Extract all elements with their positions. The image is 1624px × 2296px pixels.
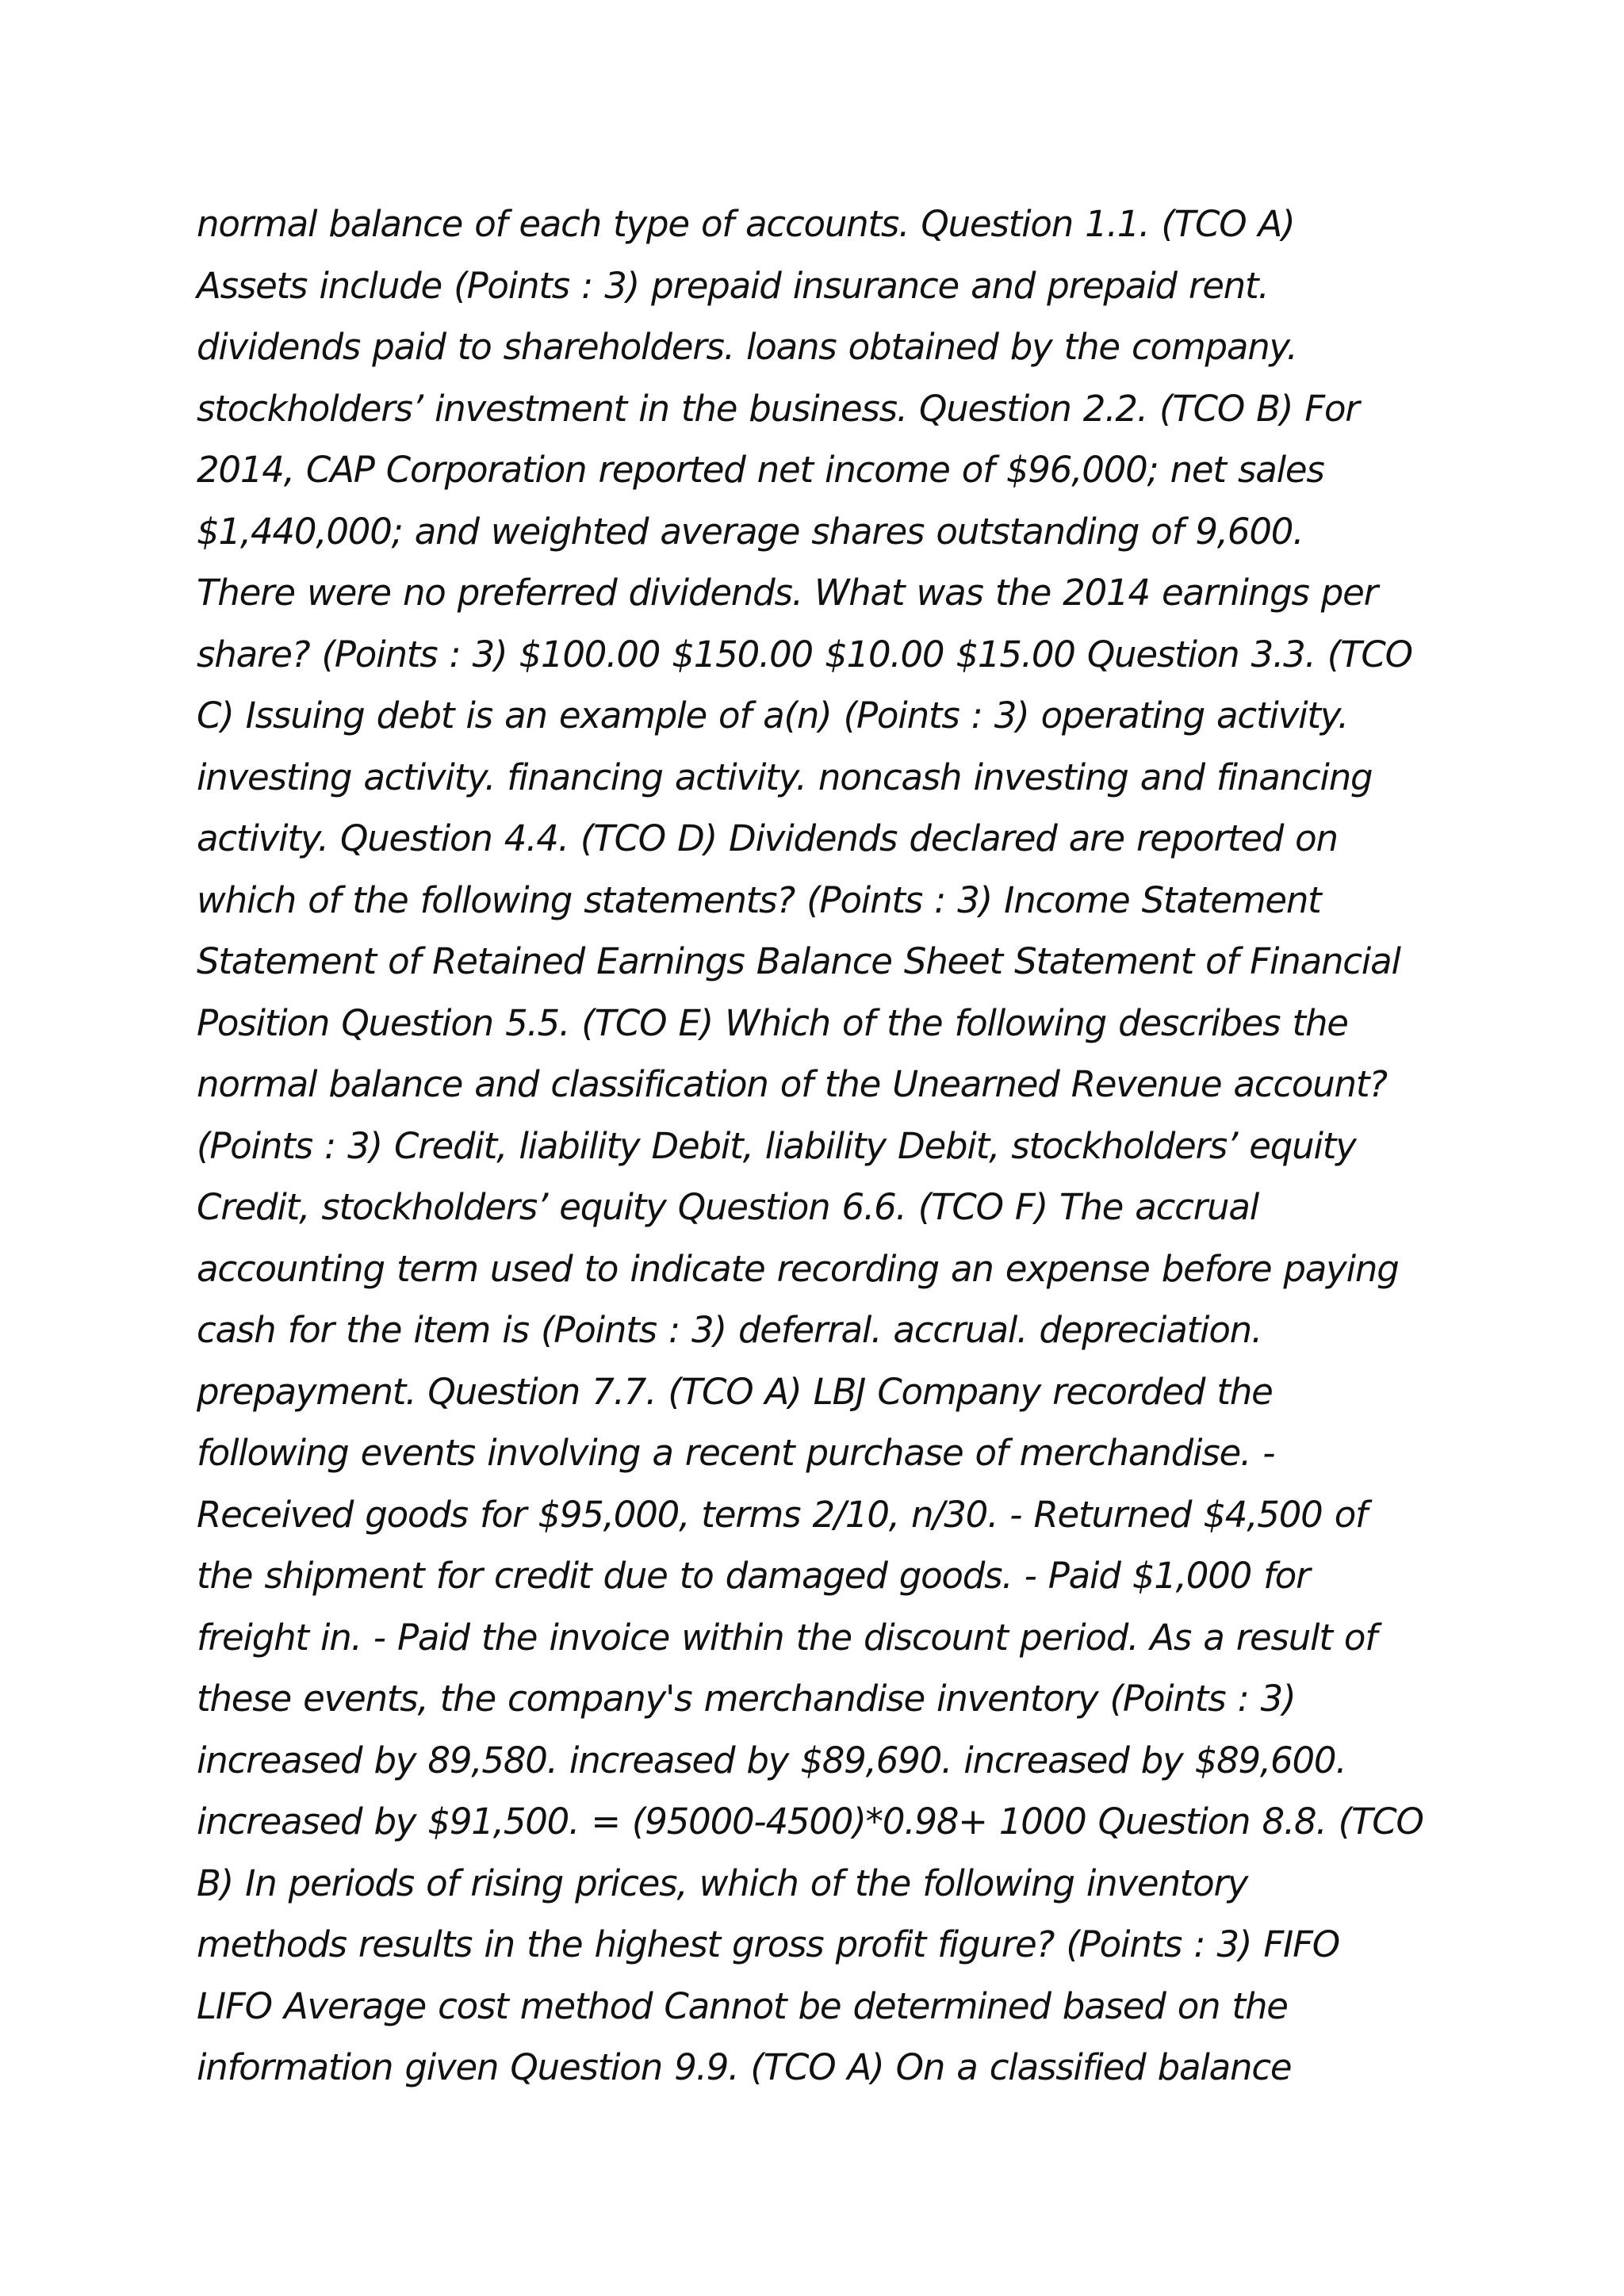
text-line: normal balance and classification of the Unearned Revenue account? [197, 1063, 1387, 1105]
text-line: Received goods for $95,000, terms 2/10, n/30. - Returned $4,500 of [197, 1493, 1367, 1536]
text-line: these events, the company's merchandise inventory (Points : 3) [197, 1678, 1296, 1720]
text-line: cash for the item is (Points : 3) deferral. accrual. depreciation. [197, 1309, 1262, 1351]
text-line: Assets include (Points : 3) prepaid insurance and prepaid rent. [197, 264, 1269, 307]
text-line: information given Question 9.9. (TCO A) On a classified balance [197, 2046, 1292, 2088]
text-line: $1,440,000; and weighted average shares outstanding of 9,600. [197, 510, 1304, 553]
text-line: LIFO Average cost method Cannot be determined based on the [197, 1984, 1288, 2027]
text-line: stockholders’ investment in the business. Question 2.2. (TCO B) For [197, 387, 1359, 430]
text-line: investing activity. financing activity. noncash investing and financing [197, 756, 1373, 798]
text-line: accounting term used to indicate recording an expense before paying [197, 1247, 1399, 1290]
text-line: increased by 89,580. increased by $89,690. increased by $89,600. [197, 1739, 1346, 1781]
text-line: There were no preferred dividends. What was the 2014 earnings per [197, 572, 1377, 614]
text-line: B) In periods of rising prices, which of the following inventory [197, 1862, 1248, 1904]
text-line: C) Issuing debt is an example of a(n) (Points : 3) operating activity. [197, 695, 1348, 737]
text-line: following events involving a recent purchase of merchandise. - [197, 1432, 1275, 1474]
text-line: which of the following statements? (Points : 3) Income Statement [197, 878, 1321, 921]
text-line: share? (Points : 3) $100.00 $150.00 $10.00 $15.00 Question 3.3. (TCO [197, 633, 1412, 675]
text-line: freight in. - Paid the invoice within the discount period. As a result of [197, 1616, 1377, 1659]
text-line: methods results in the highest gross profit figure? (Points : 3) FIFO [197, 1923, 1339, 1965]
body-text [197, 193, 1465, 2099]
text-line: 2014, CAP Corporation reported net income of $96,000; net sales [197, 449, 1324, 491]
text-line: the shipment for credit due to damaged goods. - Paid $1,000 for [197, 1555, 1310, 1597]
text-line: Credit, stockholders’ equity Question 6.6. (TCO F) The accrual [197, 1186, 1258, 1228]
text-line: Position Question 5.5. (TCO E) Which of the following describes the [197, 1001, 1348, 1044]
text-line: prepayment. Question 7.7. (TCO A) LBJ Company recorded the [197, 1370, 1273, 1413]
text-line: dividends paid to shareholders. loans obtained by the company. [197, 326, 1297, 368]
text-line: normal balance of each type of accounts. Question 1.1. (TCO A) [197, 203, 1295, 245]
text-line: (Points : 3) Credit, liability Debit, liability Debit, stockholders’ equity [197, 1124, 1356, 1167]
text-line: increased by $91,500. = (95000-4500)*0.98+ 1000 Question 8.8. (TCO [197, 1800, 1423, 1843]
text-line: Statement of Retained Earnings Balance Sheet Statement of Financial [197, 940, 1400, 982]
text-line: activity. Question 4.4. (TCO D) Dividends declared are reported on [197, 817, 1338, 859]
